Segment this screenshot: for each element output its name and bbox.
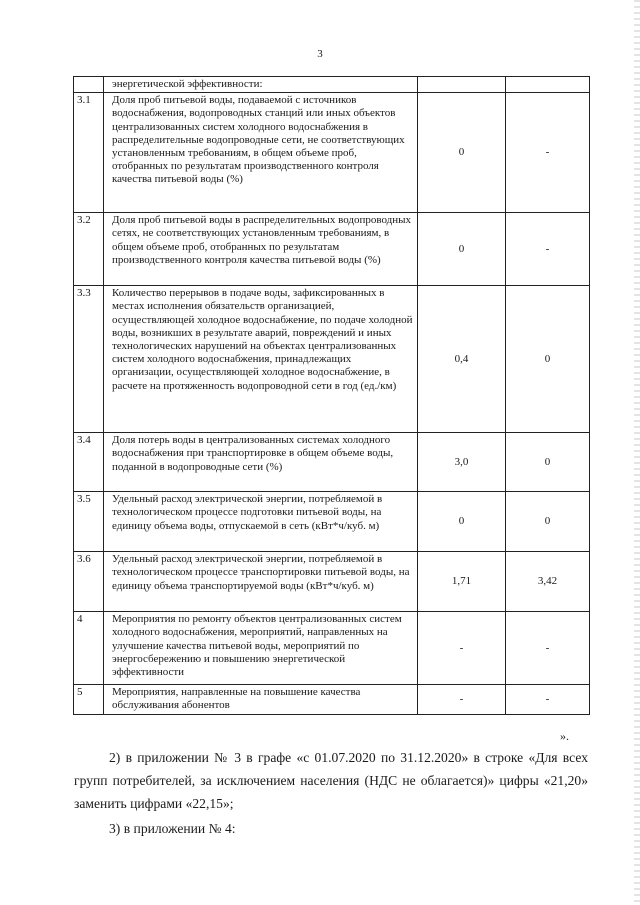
scan-edge-artifact — [634, 0, 640, 905]
row-value-1: 0 — [418, 213, 506, 286]
row-value-1: 1,71 — [418, 552, 506, 612]
row-number: 3.2 — [74, 213, 104, 286]
amendment-paragraph-3: 3) в приложении № 4: — [109, 821, 236, 836]
row-description: Количество перерывов в подаче воды, зафиксированных в местах исполнения обязательств организацией, осуществляющей холодное водоснабжение, по подаче холодной воды, возникших в результате аварий, повреждений и иных технологических нарушений на объектах централизованных систем холодного водоснабжения, принадлежащих организации, осуществляющей холодное водоснабжение, в расчете на протяженность водопроводной сети в год (ед./км) — [104, 286, 418, 433]
row-value-1: 0,4 — [418, 286, 506, 433]
amendment-paragraph-2: 2) в приложении № 3 в графе «с 01.07.2020 по 31.12.2020» в строке «Для всех групп потребителей, за исключением населения (НДС не облагается)» цифры «21,20» заменить цифрами «22,15»; — [74, 750, 588, 811]
row-value-2 — [506, 77, 590, 93]
row-description: Удельный расход электрической энергии, потребляемой в технологическом процессе транспортировки питьевой воды, на единицу объема транспортируемой воды (кВт*ч/куб. м) — [104, 552, 418, 612]
row-value-2: 0 — [506, 286, 590, 433]
row-description: Доля проб питьевой воды, подаваемой с источников водоснабжения, водопроводных станций или иных объектов централизованных систем холодного водоснабжения в распределительные водопроводные сети, не соответствующих установленным требованиям, в общем объеме проб, отобранных по результатам производственного контроля качества питьевой воды (%) — [104, 93, 418, 213]
row-value-2: - — [506, 213, 590, 286]
row-number: 3.1 — [74, 93, 104, 213]
row-description: Удельный расход электрической энергии, потребляемой в технологическом процессе подготовки питьевой воды, на единицу объема воды, отпускаемой в сеть (кВт*ч/куб. м) — [104, 492, 418, 552]
table-row — [74, 286, 590, 433]
row-number — [74, 77, 104, 93]
table-row — [74, 93, 590, 213]
table-row — [74, 433, 590, 492]
row-value-2: - — [506, 612, 590, 685]
page-number: 3 — [317, 48, 323, 60]
row-number: 3.5 — [74, 492, 104, 552]
indicators-table — [73, 76, 590, 715]
table-row — [74, 612, 590, 685]
row-value-1 — [418, 77, 506, 93]
row-value-2: - — [506, 685, 590, 715]
row-value-2: 0 — [506, 433, 590, 492]
row-number: 4 — [74, 612, 104, 685]
row-value-2: - — [506, 93, 590, 213]
row-description: Мероприятия, направленные на повышение качества обслуживания абонентов — [104, 685, 418, 715]
table-row — [74, 552, 590, 612]
row-description: Мероприятия по ремонту объектов централизованных систем холодного водоснабжения, мероприятий, направленных на улучшение качества питьевой воды, мероприятий по энергосбережению и повышению энергетической эффективности — [104, 612, 418, 685]
row-number: 3.4 — [74, 433, 104, 492]
row-number: 3.3 — [74, 286, 104, 433]
table-row — [74, 492, 590, 552]
table-row — [74, 213, 590, 286]
closing-quote: ». — [560, 729, 569, 743]
row-value-1: - — [418, 685, 506, 715]
row-value-1: 3,0 — [418, 433, 506, 492]
row-value-2: 0 — [506, 492, 590, 552]
row-description: Доля проб питьевой воды в распределительных водопроводных сетях, не соответствующих установленным требованиям, в общем объеме проб, отобранных по результатам производственного контроля качества питьевой воды (%) — [104, 213, 418, 286]
row-description: Доля потерь воды в централизованных системах холодного водоснабжения при транспортировке в общем объеме воды, поданной в водопроводные сети (%) — [104, 433, 418, 492]
table-row — [74, 685, 590, 715]
row-number: 5 — [74, 685, 104, 715]
table-row — [74, 77, 590, 93]
row-value-1: 0 — [418, 93, 506, 213]
row-value-1: 0 — [418, 492, 506, 552]
row-number: 3.6 — [74, 552, 104, 612]
row-description: энергетической эффективности: — [104, 77, 418, 93]
row-value-2: 3,42 — [506, 552, 590, 612]
row-value-1: - — [418, 612, 506, 685]
